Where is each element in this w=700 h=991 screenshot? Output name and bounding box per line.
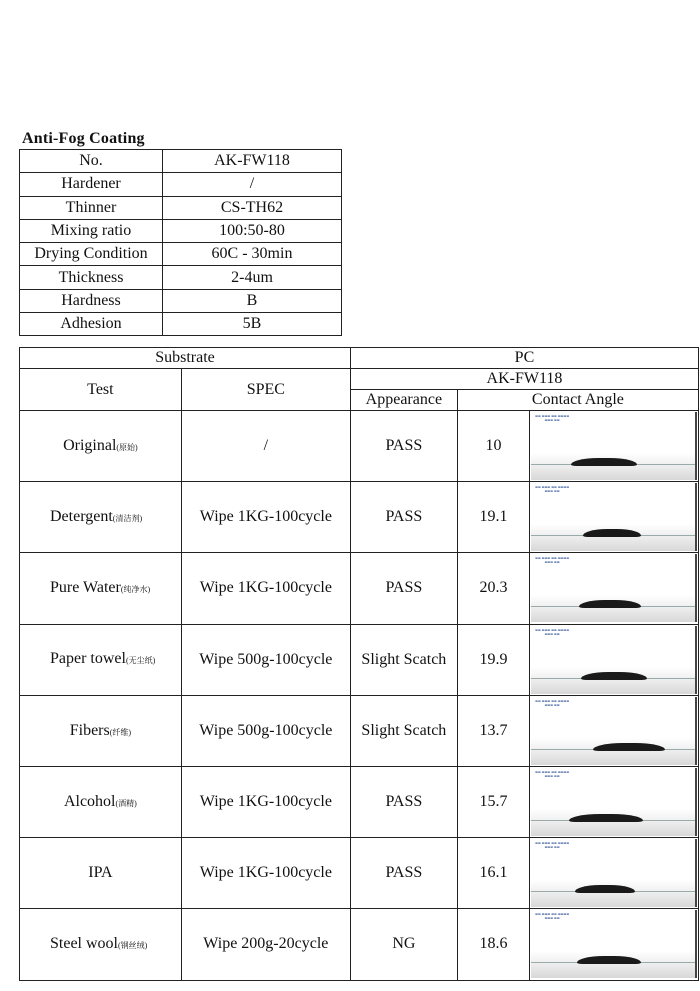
coating-spec-table: [19, 149, 342, 336]
contact-angle-image-cell: [530, 624, 699, 695]
contact-angle-value: 16.1: [457, 838, 529, 909]
contact-angle-image-cell: [530, 553, 699, 624]
spec-label: Thickness: [20, 266, 163, 289]
appearance-result: PASS: [350, 838, 457, 909]
spec-value: 60C - 30min: [163, 243, 342, 266]
contact-angle-value: 18.6: [457, 909, 529, 980]
test-spec: Wipe 500g-100cycle: [181, 695, 350, 766]
result-row: [20, 624, 699, 695]
spec-label: Thinner: [20, 196, 163, 219]
droplet-photo: [531, 412, 697, 480]
image-edge: [695, 910, 697, 978]
spec-value: 2-4um: [163, 266, 342, 289]
test-name-cell: [20, 766, 182, 837]
test-spec: Wipe 200g-20cycle: [181, 909, 350, 980]
contact-angle-value: 13.7: [457, 695, 529, 766]
droplet-shape: [577, 956, 641, 964]
result-row: [20, 695, 699, 766]
image-edge: [695, 839, 697, 907]
spec-row: [20, 150, 342, 173]
result-row: [20, 909, 699, 980]
spec-label: Hardener: [20, 173, 163, 196]
measurement-overlay-text: ▬▬ ▬▬▬ ▬▬ ▬▬▬▬ ▬▬▬ ▬▬: [535, 841, 570, 850]
measurement-overlay-text: ▬▬ ▬▬▬ ▬▬ ▬▬▬▬ ▬▬▬ ▬▬: [535, 485, 570, 494]
droplet-shape: [593, 743, 665, 751]
spec-row: [20, 313, 342, 336]
spec-label: No.: [20, 150, 163, 173]
test-name: Steel wool: [50, 934, 118, 952]
appearance-result: Slight Scatch: [350, 624, 457, 695]
result-row: [20, 838, 699, 909]
spec-row: [20, 219, 342, 242]
droplet-shape: [579, 600, 641, 608]
test-name-cell: [20, 909, 182, 980]
test-spec: Wipe 1KG-100cycle: [181, 838, 350, 909]
spec-label: Hardness: [20, 289, 163, 312]
appearance-result: PASS: [350, 482, 457, 553]
contact-angle-value: 19.9: [457, 624, 529, 695]
header-row-2: [20, 369, 699, 390]
test-name-chinese: (纤维): [109, 727, 132, 737]
test-name-chinese: (纯净水): [120, 584, 151, 594]
contact-angle-value: 20.3: [457, 553, 529, 624]
spec-row: [20, 173, 342, 196]
contact-angle-value: 15.7: [457, 766, 529, 837]
droplet-shape: [583, 529, 641, 537]
test-name: Alcohol: [63, 793, 116, 811]
image-edge: [695, 697, 697, 765]
test-name: IPA: [88, 864, 113, 882]
test-name-chinese: (钢丝绒): [118, 940, 148, 950]
product-header: AK-FW118: [350, 369, 698, 390]
test-name: Paper towel: [50, 650, 126, 668]
contact-angle-value: 10: [457, 411, 529, 482]
test-spec: /: [181, 411, 350, 482]
spec-value: 100:50-80: [163, 219, 342, 242]
test-header: Test: [20, 369, 182, 411]
appearance-result: PASS: [350, 411, 457, 482]
test-name: Detergent: [50, 507, 113, 525]
substrate-header: Substrate: [20, 348, 351, 369]
test-spec: Wipe 1KG-100cycle: [181, 766, 350, 837]
contact-angle-image-cell: [530, 838, 699, 909]
image-edge: [695, 626, 697, 694]
spec-label: Adhesion: [20, 313, 163, 336]
contact-angle-image-cell: [530, 766, 699, 837]
pc-header: PC: [350, 348, 698, 369]
spec-value: AK-FW118: [163, 150, 342, 173]
appearance-result: NG: [350, 909, 457, 980]
test-name: Original: [63, 437, 117, 455]
image-edge: [695, 768, 697, 836]
contact-angle-value: 19.1: [457, 482, 529, 553]
contact-angle-image-cell: [530, 695, 699, 766]
test-name-cell: [20, 411, 182, 482]
test-spec: Wipe 1KG-100cycle: [181, 482, 350, 553]
test-name-cell: [20, 482, 182, 553]
droplet-photo: [531, 626, 697, 694]
measurement-overlay-text: ▬▬ ▬▬▬ ▬▬ ▬▬▬▬ ▬▬▬ ▬▬: [535, 414, 570, 423]
test-spec: Wipe 1KG-100cycle: [181, 553, 350, 624]
test-results-table: [19, 347, 699, 981]
header-row-1: [20, 348, 699, 369]
test-name: Pure Water: [50, 578, 121, 596]
measurement-overlay-text: ▬▬ ▬▬▬ ▬▬ ▬▬▬▬ ▬▬▬ ▬▬: [535, 627, 570, 636]
test-name-cell: [20, 695, 182, 766]
droplet-photo: [531, 910, 697, 978]
spec-value: B: [163, 289, 342, 312]
image-edge: [695, 412, 697, 480]
result-row: [20, 553, 699, 624]
test-name-chinese: (无尘纸): [125, 656, 156, 666]
result-row: [20, 482, 699, 553]
spec-value: /: [163, 173, 342, 196]
spec-label: Drying Condition: [20, 243, 163, 266]
droplet-photo: [531, 839, 697, 907]
appearance-result: PASS: [350, 766, 457, 837]
spec-row: [20, 289, 342, 312]
droplet-shape: [581, 672, 647, 680]
appearance-result: PASS: [350, 553, 457, 624]
droplet-photo: [531, 483, 697, 551]
image-edge: [695, 483, 697, 551]
test-name: Fibers: [69, 721, 110, 739]
droplet-photo: [531, 768, 697, 836]
test-name-cell: [20, 838, 182, 909]
contact-angle-image-cell: [530, 482, 699, 553]
measurement-overlay-text: ▬▬ ▬▬▬ ▬▬ ▬▬▬▬ ▬▬▬ ▬▬: [535, 556, 570, 565]
test-name-chinese: (原始): [116, 443, 138, 453]
test-name-chinese: (清洁剂): [112, 513, 143, 523]
spec-header: SPEC: [181, 369, 350, 411]
appearance-result: Slight Scatch: [350, 695, 457, 766]
result-row: [20, 766, 699, 837]
droplet-shape: [575, 885, 635, 893]
spec-label: Mixing ratio: [20, 219, 163, 242]
spec-value: 5B: [163, 313, 342, 336]
test-name-cell: [20, 553, 182, 624]
measurement-overlay-text: ▬▬ ▬▬▬ ▬▬ ▬▬▬▬ ▬▬▬ ▬▬: [535, 698, 570, 707]
image-edge: [695, 554, 697, 622]
spec-value: CS-TH62: [163, 196, 342, 219]
droplet-photo: [531, 697, 697, 765]
spec-row: [20, 266, 342, 289]
contact-angle-image-cell: [530, 411, 699, 482]
result-row: [20, 411, 699, 482]
document-title: Anti-Fog Coating: [22, 130, 145, 147]
spec-row: [20, 196, 342, 219]
test-name-cell: [20, 624, 182, 695]
contact-angle-header: Contact Angle: [457, 390, 698, 411]
droplet-photo: [531, 554, 697, 622]
droplet-shape: [571, 458, 637, 466]
contact-angle-image-cell: [530, 909, 699, 980]
appearance-header: Appearance: [350, 390, 457, 411]
test-name-chinese: (酒精): [115, 799, 137, 809]
test-spec: Wipe 500g-100cycle: [181, 624, 350, 695]
spec-row: [20, 243, 342, 266]
measurement-overlay-text: ▬▬ ▬▬▬ ▬▬ ▬▬▬▬ ▬▬▬ ▬▬: [535, 770, 570, 779]
droplet-shape: [569, 814, 643, 822]
measurement-overlay-text: ▬▬ ▬▬▬ ▬▬ ▬▬▬▬ ▬▬▬ ▬▬: [535, 912, 570, 921]
